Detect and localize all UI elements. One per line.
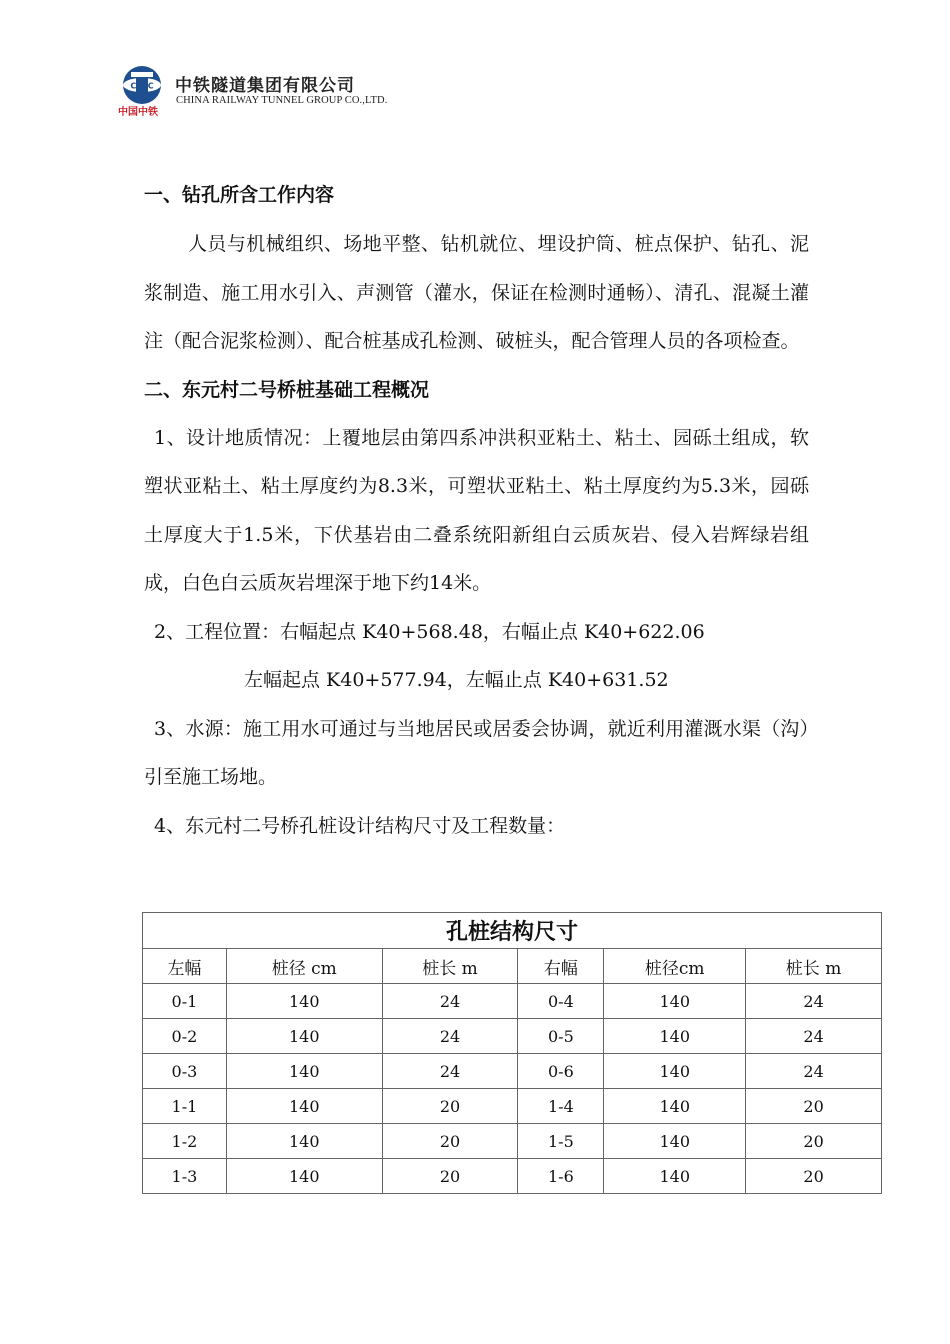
location-line-right: 2、工程位置：右幅起点 K40+568.48，右幅止点 K40+622.06 — [154, 620, 705, 643]
table-cell: 140 — [604, 1019, 746, 1054]
table-title: 孔桩结构尺寸 — [143, 913, 882, 949]
column-header: 左幅 — [143, 949, 227, 984]
table-cell: 0-5 — [518, 1019, 604, 1054]
table-row — [143, 1089, 882, 1124]
table-cell: 1-1 — [143, 1089, 227, 1124]
table-cell: 140 — [604, 1054, 746, 1089]
section2-heading: 二、东元村二号桥桩基础工程概况 — [144, 378, 430, 401]
water-source-item: 3、水源：施工用水可通过与当地居民或居委会协调，就近利用灌溉水渠（沟）引至施工场地。 — [144, 717, 809, 788]
table-row — [143, 1124, 882, 1159]
location-line-left: 左幅起点 K40+577.94，左幅止点 K40+631.52 — [244, 669, 669, 691]
table-cell: 1-2 — [143, 1124, 227, 1159]
table-header-row — [143, 949, 882, 984]
table-row — [143, 1054, 882, 1089]
geology-item: 1、设计地质情况：上覆地层由第四系冲洪积亚粘土、粘土、园砾土组成，软塑状亚粘土、粘土厚度约为8.3米，可塑状亚粘土、粘土厚度约为5.3米，园砾土厚度大于1.5米，下伏基岩由二叠系统阳新组白云质灰岩、侵入岩辉绿岩组成，白色白云质灰岩埋深于地下约14米。 — [144, 426, 809, 594]
table-cell: 1-4 — [518, 1089, 604, 1124]
section1-heading: 一、钻孔所含工作内容 — [144, 184, 335, 206]
table-cell: 0-6 — [518, 1054, 604, 1089]
pile-structure-table — [142, 912, 882, 1194]
table-cell: 140 — [226, 1089, 382, 1124]
table-cell: 24 — [382, 1054, 518, 1089]
letterhead — [117, 63, 417, 119]
column-header: 桩长 m — [382, 949, 518, 984]
table-cell: 140 — [226, 1124, 382, 1159]
table-cell: 20 — [382, 1089, 518, 1124]
table-cell: 140 — [604, 1089, 746, 1124]
pile-table-intro: 4、东元村二号桥孔桩设计结构尺寸及工程数量： — [154, 814, 566, 837]
table-row — [143, 984, 882, 1019]
svg-text:CREC: CREC — [130, 81, 154, 91]
table-cell: 20 — [382, 1159, 518, 1194]
table-cell: 20 — [746, 1089, 882, 1124]
table-row — [143, 1019, 882, 1054]
table-cell: 1-6 — [518, 1159, 604, 1194]
table-cell: 140 — [604, 1124, 746, 1159]
table-cell: 140 — [604, 984, 746, 1019]
table-cell: 140 — [604, 1159, 746, 1194]
column-header: 桩径cm — [604, 949, 746, 984]
column-header: 桩长 m — [746, 949, 882, 984]
company-name-cn: 中铁隧道集团有限公司 — [175, 76, 355, 96]
table-cell: 1-3 — [143, 1159, 227, 1194]
table-cell: 140 — [226, 1019, 382, 1054]
table-cell: 0-2 — [143, 1019, 227, 1054]
company-name-en: CHINA RAILWAY TUNNEL GROUP CO.,LTD. — [176, 95, 388, 106]
table-cell: 24 — [382, 984, 518, 1019]
table-title-row — [143, 913, 882, 949]
table-cell: 1-5 — [518, 1124, 604, 1159]
table-cell: 0-3 — [143, 1054, 227, 1089]
brand-sub-text: 中国中铁 — [118, 107, 158, 118]
table-cell: 140 — [226, 1159, 382, 1194]
table-cell: 24 — [382, 1019, 518, 1054]
table-row — [143, 1159, 882, 1194]
table-cell: 20 — [746, 1124, 882, 1159]
table-cell: 140 — [226, 1054, 382, 1089]
table-cell: 24 — [746, 1019, 882, 1054]
table-cell: 20 — [382, 1124, 518, 1159]
table-cell: 0-4 — [518, 984, 604, 1019]
table-cell: 20 — [746, 1159, 882, 1194]
column-header: 右幅 — [518, 949, 604, 984]
table-cell: 140 — [226, 984, 382, 1019]
table-cell: 0-1 — [143, 984, 227, 1019]
section1-paragraph: 人员与机械组织、场地平整、钻机就位、埋设护筒、桩点保护、钻孔、泥浆制造、施工用水引入、声测管（灌水，保证在检测时通畅）、清孔、混凝土灌注（配合泥浆检测）、配合桩基成孔检测、破桩头，配合管理人员的各项检查。 — [144, 233, 809, 352]
column-header: 桩径 cm — [226, 949, 382, 984]
document-body — [144, 171, 809, 850]
table-cell: 24 — [746, 984, 882, 1019]
table-cell: 24 — [746, 1054, 882, 1089]
